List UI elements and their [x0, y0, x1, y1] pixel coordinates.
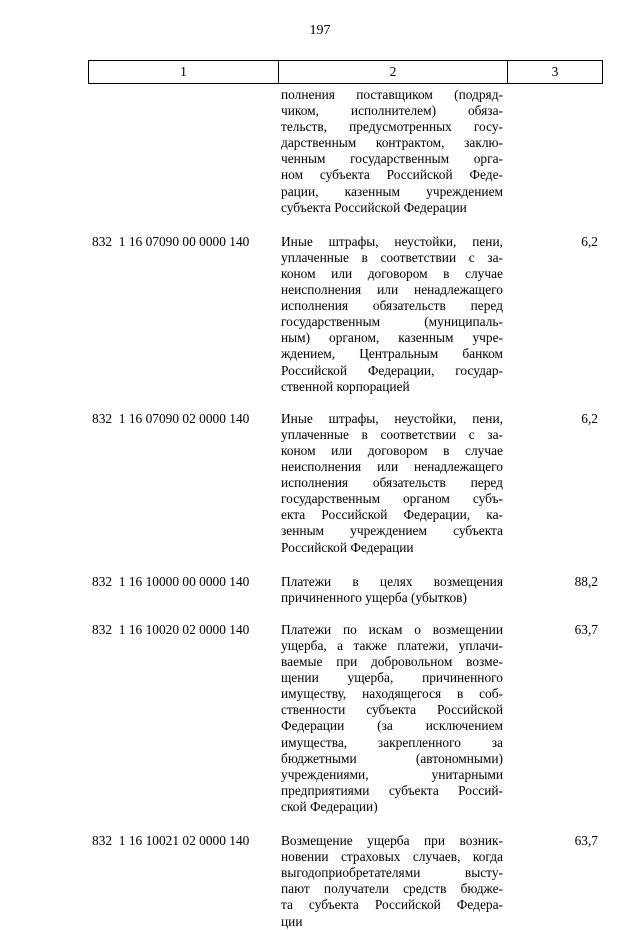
row-amount: 63,7 — [574, 621, 598, 637]
description-line: ченным государственным орга- — [281, 151, 503, 167]
description-line: предприятиями субъекта Россий- — [281, 782, 503, 798]
description-line: субъекта Российской Федерации — [281, 199, 467, 215]
row-description — [281, 411, 503, 556]
description-line: выгодоприобретателями высту- — [281, 865, 503, 881]
description-line: государственным (муниципаль- — [281, 314, 503, 330]
description-line: коном или договором в случае — [281, 265, 503, 281]
row-amount: 63,7 — [574, 833, 598, 849]
row-code: 832 1 16 10021 02 0000 140 — [92, 833, 250, 849]
description-line: неисполнения или ненадлежащего — [281, 282, 503, 298]
row-description — [281, 622, 503, 815]
header-col-2: 2 — [279, 61, 508, 84]
description-line: ном субъекта Российской Феде- — [281, 167, 503, 183]
header-col-3: 3 — [508, 61, 603, 84]
row-code: 832 1 16 07090 02 0000 140 — [92, 410, 250, 426]
description-line: новении страховых случаев, когда — [281, 849, 503, 865]
description-line: ственной корпорацией — [281, 378, 410, 394]
description-line: рации, казенным учреждением — [281, 183, 503, 199]
description-line: исполнения обязательств перед — [281, 298, 503, 314]
row-amount: 6,2 — [581, 410, 598, 426]
description-line: Иные штрафы, неустойки, пени, — [281, 233, 503, 249]
description-line: ции — [281, 913, 303, 929]
row-description — [281, 574, 503, 606]
description-line: Иные штрафы, неустойки, пени, — [281, 410, 503, 426]
description-line: бюджетными (автономными) — [281, 750, 503, 766]
table-row — [0, 574, 640, 606]
row-amount: 6,2 — [581, 233, 598, 249]
description-line: ждением, Центральным банком — [281, 346, 503, 362]
row-description — [281, 833, 503, 930]
table-header — [88, 60, 603, 84]
description-line: исполнения обязательств перед — [281, 475, 503, 491]
description-line: та субъекта Российской Федера- — [281, 897, 503, 913]
row-description — [281, 87, 503, 216]
description-line: Российской Федерации — [281, 539, 414, 555]
row-code: 832 1 16 07090 00 0000 140 — [92, 233, 250, 249]
description-line: причиненного ущерба (убытков) — [281, 589, 467, 605]
description-line: ской Федерации) — [281, 798, 378, 814]
description-line: уплаченные в соответствии с за- — [281, 249, 503, 265]
table-row — [0, 87, 640, 216]
description-line: дарственным контрактом, заклю- — [281, 135, 503, 151]
description-line: Возмещение ущерба при возник- — [281, 833, 503, 849]
description-line: государственным органом субъ- — [281, 491, 503, 507]
description-line: ным) органом, казенным учре- — [281, 330, 503, 346]
description-line: имуществу, находящегося в соб- — [281, 686, 503, 702]
header-col-1: 1 — [89, 61, 279, 84]
description-line: неисполнения или ненадлежащего — [281, 459, 503, 475]
description-line: Российской Федерации, государ- — [281, 362, 503, 378]
row-amount: 88,2 — [574, 573, 598, 589]
description-line: полнения поставщиком (подряд- — [281, 87, 503, 102]
row-code: 832 1 16 10000 00 0000 140 — [92, 573, 250, 589]
description-line: тельств, предусмотренных госу- — [281, 119, 503, 135]
description-line: Платежи в целях возмещения — [281, 573, 503, 589]
row-description — [281, 234, 503, 395]
description-line: Федерации (за исключением — [281, 718, 503, 734]
description-line: уплаченные в соответствии с за- — [281, 426, 503, 442]
description-line: чиком, исполнителем) обяза- — [281, 103, 503, 119]
description-line: ственности субъекта Российской — [281, 702, 503, 718]
table-row — [0, 622, 640, 815]
description-line: пают получатели средств бюдже- — [281, 881, 503, 897]
description-line: Платежи по искам о возмещении — [281, 621, 503, 637]
table-row — [0, 833, 640, 930]
description-line: зенным учреждением субъекта — [281, 523, 503, 539]
description-line: учреждениями, унитарными — [281, 766, 503, 782]
description-line: щении ущерба, причиненного — [281, 670, 503, 686]
description-line: ущерба, а также платежи, уплачи- — [281, 637, 503, 653]
page-number: 197 — [309, 23, 331, 38]
description-line: имущества, закрепленного за — [281, 734, 503, 750]
table-row — [0, 234, 640, 395]
description-line: ваемые при добровольном возме- — [281, 654, 503, 670]
description-line: коном или договором в случае — [281, 442, 503, 458]
description-line: екта Российской Федерации, ка- — [281, 507, 503, 523]
row-code: 832 1 16 10020 02 0000 140 — [92, 621, 250, 637]
table-row — [0, 411, 640, 556]
